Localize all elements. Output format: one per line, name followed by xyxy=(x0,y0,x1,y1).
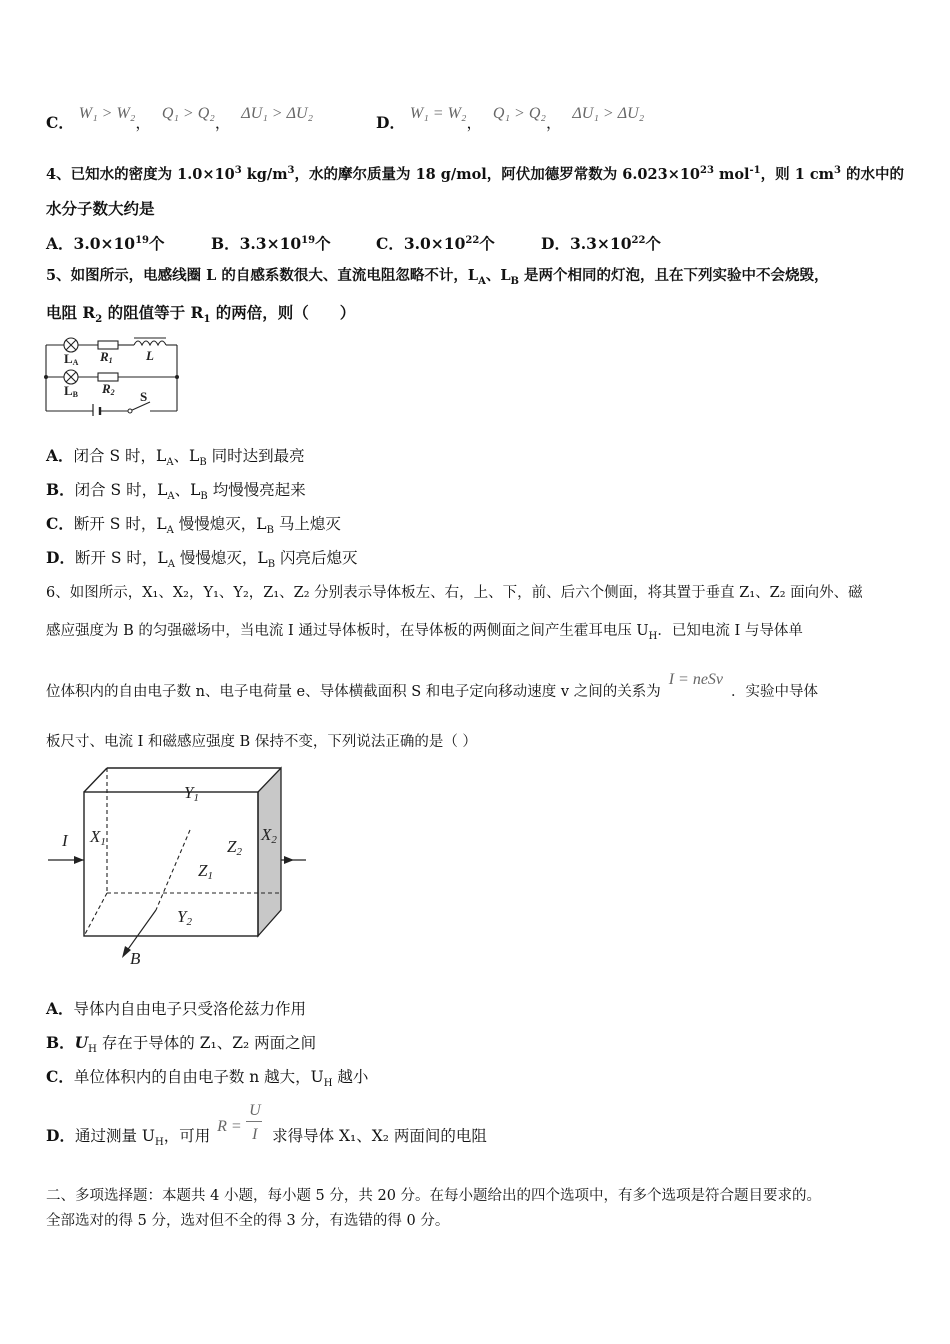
value: 3.0×10 xyxy=(403,234,466,254)
sub: A xyxy=(166,525,174,537)
sub: H xyxy=(154,1137,164,1149)
text: 同时达到最亮 xyxy=(206,447,305,465)
unit: 个 xyxy=(645,234,661,254)
q5-option-d xyxy=(46,547,358,576)
q5-option-a xyxy=(46,445,305,474)
section2-line2: 全部选对的得 5 分，选对但不全的得 3 分，有选错的得 0 分。 xyxy=(46,1213,450,1229)
option-c-expr3: ΔU₁ > ΔU₂ xyxy=(241,105,314,122)
q5-option-c xyxy=(46,513,341,542)
q5-text: 的阻值等于 R xyxy=(102,303,204,322)
sub: A xyxy=(166,457,174,469)
sup: 23 xyxy=(700,165,714,176)
q4-option-b xyxy=(211,230,376,255)
option-d-expr2: Q₁ > Q₂ xyxy=(492,105,546,122)
formula-i-nesv: I = neSv xyxy=(668,671,724,688)
text: 求得导体 X₁、X₂ 两面间的电阻 xyxy=(272,1127,487,1145)
label-lb: LB xyxy=(64,383,79,399)
q5-option-b xyxy=(46,479,306,508)
q4-line2: 水分子数大约是 xyxy=(46,199,155,218)
sub: A xyxy=(167,491,175,503)
q6-line1: 6、如图所示，X₁、X₂，Y₁、Y₂，Z₁、Z₂ 分别表示导体板左、右，上、下，前、后六个侧面，将其置于垂直 Z₁、Z₂ 面向外、磁 xyxy=(46,585,863,601)
text: 位体积内的自由电子数 n、电子电荷量 e、导体横截面积 S 和电子定向移动速度 v 之间的关系为 xyxy=(46,684,661,700)
label: A． xyxy=(46,999,74,1018)
sub: B xyxy=(200,491,208,503)
sub: B xyxy=(510,275,519,287)
label-z2: Z2 xyxy=(227,837,242,858)
option-c-expr2: Q₁ > Q₂ xyxy=(161,105,215,122)
b-field-dashed xyxy=(156,830,190,910)
sub: B xyxy=(267,559,276,571)
junction-dot xyxy=(44,375,48,379)
q4-text-d: mol xyxy=(713,165,750,183)
sup: 3 xyxy=(287,165,295,176)
q6-line2 xyxy=(46,620,803,648)
label-i: I xyxy=(62,831,68,850)
sup: 22 xyxy=(631,235,646,246)
text: ，可用 xyxy=(163,1127,211,1145)
option-d-row xyxy=(376,105,645,135)
hidden-edge xyxy=(84,893,107,936)
q4-option-c xyxy=(376,230,541,255)
sub: B xyxy=(266,525,274,537)
text: 闭合 S 时，L xyxy=(73,447,167,465)
label: D． xyxy=(541,234,570,254)
separator: ， xyxy=(214,114,231,132)
option-d-label: D． xyxy=(376,113,405,132)
q6-line3 xyxy=(46,671,819,703)
sup: -1 xyxy=(749,165,761,176)
q5-text: 电阻 R xyxy=(46,303,96,322)
label: A． xyxy=(46,234,74,254)
text: 存在于导体的 Z₁、Z₂ 两面之间 xyxy=(96,1034,317,1052)
unit: 个 xyxy=(479,234,495,254)
q5-text: 、L xyxy=(485,267,511,284)
sub: H xyxy=(323,1078,333,1090)
q4-option-a xyxy=(46,230,211,255)
label: B． xyxy=(46,480,75,499)
sup: 19 xyxy=(301,235,316,246)
q4-line1 xyxy=(46,160,904,186)
label-z1: Z1 xyxy=(198,861,213,882)
label: D． xyxy=(46,1126,75,1145)
edge xyxy=(84,768,107,792)
label: C． xyxy=(376,234,404,254)
q5-text: 是两个相同的灯泡，且在下列实验中不会烧毁， xyxy=(519,267,829,284)
text: 、L xyxy=(174,481,201,499)
current-out-arrow xyxy=(284,856,294,864)
text: ．已知电流 I 与导体单 xyxy=(657,623,803,639)
sup: 19 xyxy=(135,235,149,246)
right-face xyxy=(258,768,281,936)
unit: 个 xyxy=(148,234,165,254)
text: U xyxy=(74,1033,89,1052)
text: 断开 S 时，L xyxy=(73,515,167,533)
q4-options xyxy=(46,230,661,255)
text: 单位体积内的自由电子数 n 越大，U xyxy=(73,1068,324,1086)
text: ．实验中导体 xyxy=(731,684,819,700)
sub: B xyxy=(199,457,207,469)
label-y1: Y1 xyxy=(184,783,199,804)
q4-option-d xyxy=(541,234,661,253)
sup: 3 xyxy=(834,165,841,176)
sup: 3 xyxy=(234,165,242,176)
label-la: LA xyxy=(64,351,79,367)
label: D． xyxy=(46,548,75,567)
q6-option-c xyxy=(46,1066,368,1095)
section2-line1: 二、多项选择题：本题共 4 小题，每小题 5 分，共 20 分。在每小题给出的四个选项中，有多个选项是符合题目要求的。 xyxy=(46,1188,822,1204)
label-l: L xyxy=(146,348,154,363)
sub: A xyxy=(167,559,175,571)
label: B． xyxy=(46,1033,75,1052)
label-x2: X2 xyxy=(261,825,277,846)
text: 、L xyxy=(173,447,200,465)
q4-text-a: 4、已知水的密度为 1.0×10 xyxy=(46,165,235,183)
q4-text-c: ，水的摩尔质量为 18 g/mol，阿伏加德罗常数为 6.023×10 xyxy=(294,165,701,183)
circuit-diagram xyxy=(40,330,185,416)
label-s: S xyxy=(140,389,148,404)
q4-text-f: 的水中的 xyxy=(840,165,905,183)
separator: ， xyxy=(466,114,482,132)
separator: ， xyxy=(545,114,562,132)
hall-effect-diagram xyxy=(44,760,314,972)
q5-line1 xyxy=(46,265,829,293)
q6-option-a xyxy=(46,998,306,1020)
resistor-r2 xyxy=(98,373,118,381)
q5-text: 5、如图所示，电感线圈 L 的自感系数很大、直流电阻忽略不计，L xyxy=(46,267,479,284)
text: 马上熄灭 xyxy=(273,515,341,533)
sub: 2 xyxy=(95,314,103,326)
label: C． xyxy=(46,514,74,533)
option-d-expr3: ΔU₁ > ΔU₂ xyxy=(572,105,645,122)
sub: A xyxy=(478,275,486,287)
label-b: B xyxy=(130,949,141,968)
current-in-arrow xyxy=(74,856,84,864)
switch-contact xyxy=(128,409,132,413)
unit: 个 xyxy=(315,234,331,254)
q6-option-b xyxy=(46,1032,316,1061)
q6-line4: 板尺寸、电流 I 和磁感应强度 B 保持不变，下列说法正确的是（ ） xyxy=(46,734,477,750)
q6-option-d xyxy=(46,1102,487,1154)
formula-den: I xyxy=(252,1126,258,1143)
q5-text: 的两倍，则（ ） xyxy=(210,303,356,322)
formula-r-u-over-i xyxy=(215,1102,267,1148)
label: A． xyxy=(46,446,74,465)
formula-num: U xyxy=(249,1102,261,1119)
label-y2: Y2 xyxy=(177,907,192,928)
sub: H xyxy=(88,1044,97,1056)
sub: 1 xyxy=(203,314,211,326)
label-r1: R1 xyxy=(100,349,113,365)
text: 感应强度为 B 的匀强磁场中，当电流 I 通过导体板时，在导体板的两侧面之间产生霍耳电压 U xyxy=(46,623,649,639)
text: 闪亮后熄灭 xyxy=(275,549,358,567)
option-row-c-d xyxy=(46,105,314,135)
option-c-expr1: W₁ > W₂ xyxy=(78,105,136,122)
label: C． xyxy=(46,1067,74,1086)
b-field-line xyxy=(126,910,156,952)
text: 越小 xyxy=(332,1068,369,1086)
q4-text-b: kg/m xyxy=(241,165,288,183)
q4-text-e: ，则 1 cm xyxy=(760,165,834,183)
resistor-r1 xyxy=(98,341,118,349)
label-x1: X1 xyxy=(90,827,106,848)
text: 断开 S 时，L xyxy=(74,549,168,567)
sup: 22 xyxy=(465,235,480,246)
value: 3.0×10 xyxy=(73,234,136,254)
text: 通过测量 U xyxy=(74,1127,155,1145)
front-face xyxy=(84,792,258,936)
option-d-expr1: W₁ = W₂ xyxy=(409,105,467,122)
junction-dot xyxy=(175,375,179,379)
text: 慢慢熄灭，L xyxy=(174,549,268,567)
value: 3.3×10 xyxy=(239,234,302,254)
text: 闭合 S 时，L xyxy=(74,481,168,499)
value: 3.3×10 xyxy=(569,234,632,254)
label-r2: R2 xyxy=(102,381,115,397)
label: B． xyxy=(211,234,240,254)
inductor-coil xyxy=(134,341,166,345)
text: 导体内自由电子只受洛伦兹力作用 xyxy=(73,1000,307,1018)
option-c-label: C． xyxy=(46,113,74,132)
text: 慢慢熄灭，L xyxy=(173,515,267,533)
q5-line2 xyxy=(46,302,355,331)
sub: H xyxy=(648,630,658,642)
fraction-bar xyxy=(246,1121,262,1122)
text: 均慢慢亮起来 xyxy=(207,481,306,499)
separator: ， xyxy=(135,114,151,132)
formula-r: R = xyxy=(217,1118,242,1135)
